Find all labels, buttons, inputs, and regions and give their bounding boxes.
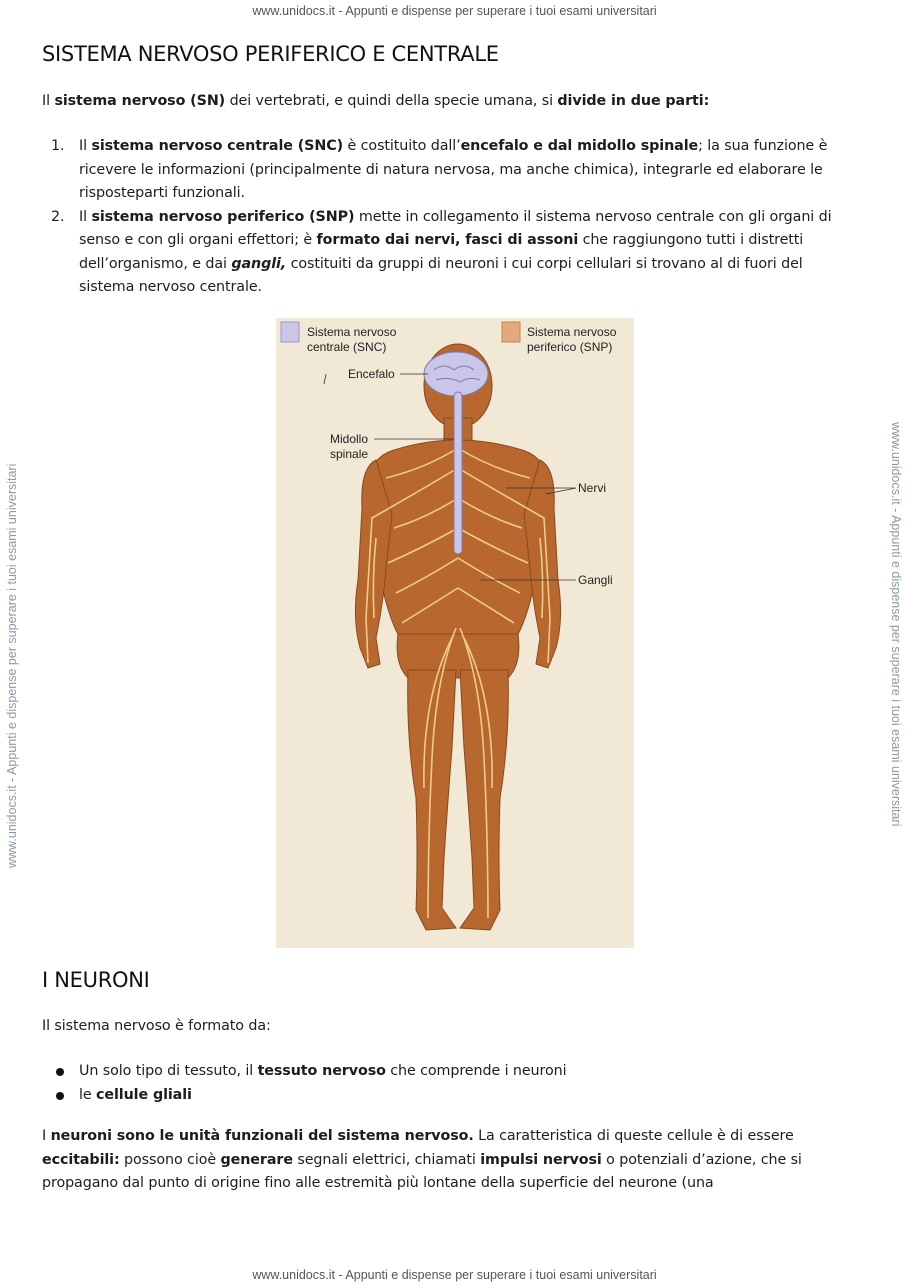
list-item [42,1084,862,1108]
text: o potenziali d’azione, che si propagano dal punto di origine fino alle estremità più lontane della superficie del neurone (una [42,1151,802,1191]
bold-text: neuroni sono le unità funzionali del sistema nervoso. [50,1128,474,1144]
watermark-top: www.unidocs.it - Appunti e dispense per superare i tuoi esami universitari [252,4,657,18]
label-encefalo: Encefalo [348,367,395,381]
legend-snp-swatch [502,322,520,342]
list-number: 2. [51,208,65,225]
section-title-neuroni: I NEURONI [42,968,150,992]
bold-italic-text: gangli, [231,255,287,272]
bold-text: divide in due parti: [557,93,710,109]
text: mette in collegamento il sistema nervoso centrale con gli organi di senso e con gli organi effettori; è [79,208,832,248]
neuroni-paragraph [42,1125,862,1196]
section-title-sistema-nervoso: SISTEMA NERVOSO PERIFERICO E CENTRALE [42,42,499,66]
text: La caratteristica di queste cellule è di essere [473,1128,794,1144]
text: è costituito dall’ [343,138,461,154]
text: Il [42,93,55,109]
watermark-right-text: www.unidocs.it - Appunti e dispense per superare i tuoi esami universitari [889,422,903,827]
bold-text: generare [220,1151,293,1168]
list-number: 1. [51,138,65,154]
list-item [42,1060,862,1084]
numbered-list [42,135,862,300]
text: che raggiungono tutti i distretti dell’organismo, e dai [79,232,804,272]
bold-text: encefalo e dal midollo spinale [460,138,699,154]
bullet-list [42,1060,862,1107]
legend-snc-swatch [281,322,299,342]
text: dei vertebrati, e quindi della specie umana, si [225,93,558,109]
text: ; la sua funzione è ricevere le informazioni (principalmente di natura nervosa, ma anche chimica), integrarle ed elaborare le risposteparti funzionali. [79,138,828,201]
watermark-left-text: www.unidocs.it - Appunti e dispense per superare i tuoi esami universitari [5,463,19,868]
bold-text: formato dai nervi, fasci di assoni [316,232,579,248]
bold-text: impulsi nervosi [480,1151,602,1168]
text: I [42,1128,51,1144]
label-nervi: Nervi [578,481,607,495]
legend-snp-label-1: Sistema nervoso [527,325,617,339]
text: Un solo tipo di tessuto, il [79,1063,258,1079]
bold-text: tessuto nervoso [257,1063,386,1079]
legend-snc-label-1: Sistema nervoso [307,325,397,339]
text: segnali elettrici, chiamati [292,1151,481,1168]
text: costituiti da gruppi di neuroni i cui corpi cellulari si trovano al di fuori del sistema nervoso centrale. [79,255,803,295]
legend-snc-label-2: centrale (SNC) [307,340,387,354]
label-midollo-2: spinale [330,447,369,461]
bullet-icon [56,1068,64,1076]
watermark-left [0,400,24,880]
bold-text: sistema nervoso (SN) [54,93,226,109]
watermark-bottom: www.unidocs.it - Appunti e dispense per superare i tuoi esami universitari [252,1268,657,1282]
neuroni-intro: Il sistema nervoso è formato da: [42,1018,271,1034]
list-item [42,206,862,300]
label-gangli: Gangli [578,573,613,587]
bold-text: sistema nervoso periferico (SNP) [91,208,355,225]
brain [424,352,488,396]
bold-text: eccitabili: [42,1151,120,1168]
watermark-right [884,410,908,890]
intro-paragraph [42,90,862,114]
text: possono cioè [119,1151,221,1168]
text: Il [79,208,92,225]
label-midollo-1: Midollo [330,432,369,446]
bold-text: sistema nervoso centrale (SNC) [91,138,344,154]
text: le [79,1086,97,1103]
spinal-cord [454,392,462,554]
text: che comprende i neuroni [385,1063,567,1079]
bold-text: cellule gliali [96,1086,192,1103]
legend-snp-label-2: periferico (SNP) [527,340,613,354]
nervous-system-figure [276,318,634,948]
text: Il [79,138,92,154]
bullet-icon [56,1092,64,1100]
list-item [42,135,862,206]
